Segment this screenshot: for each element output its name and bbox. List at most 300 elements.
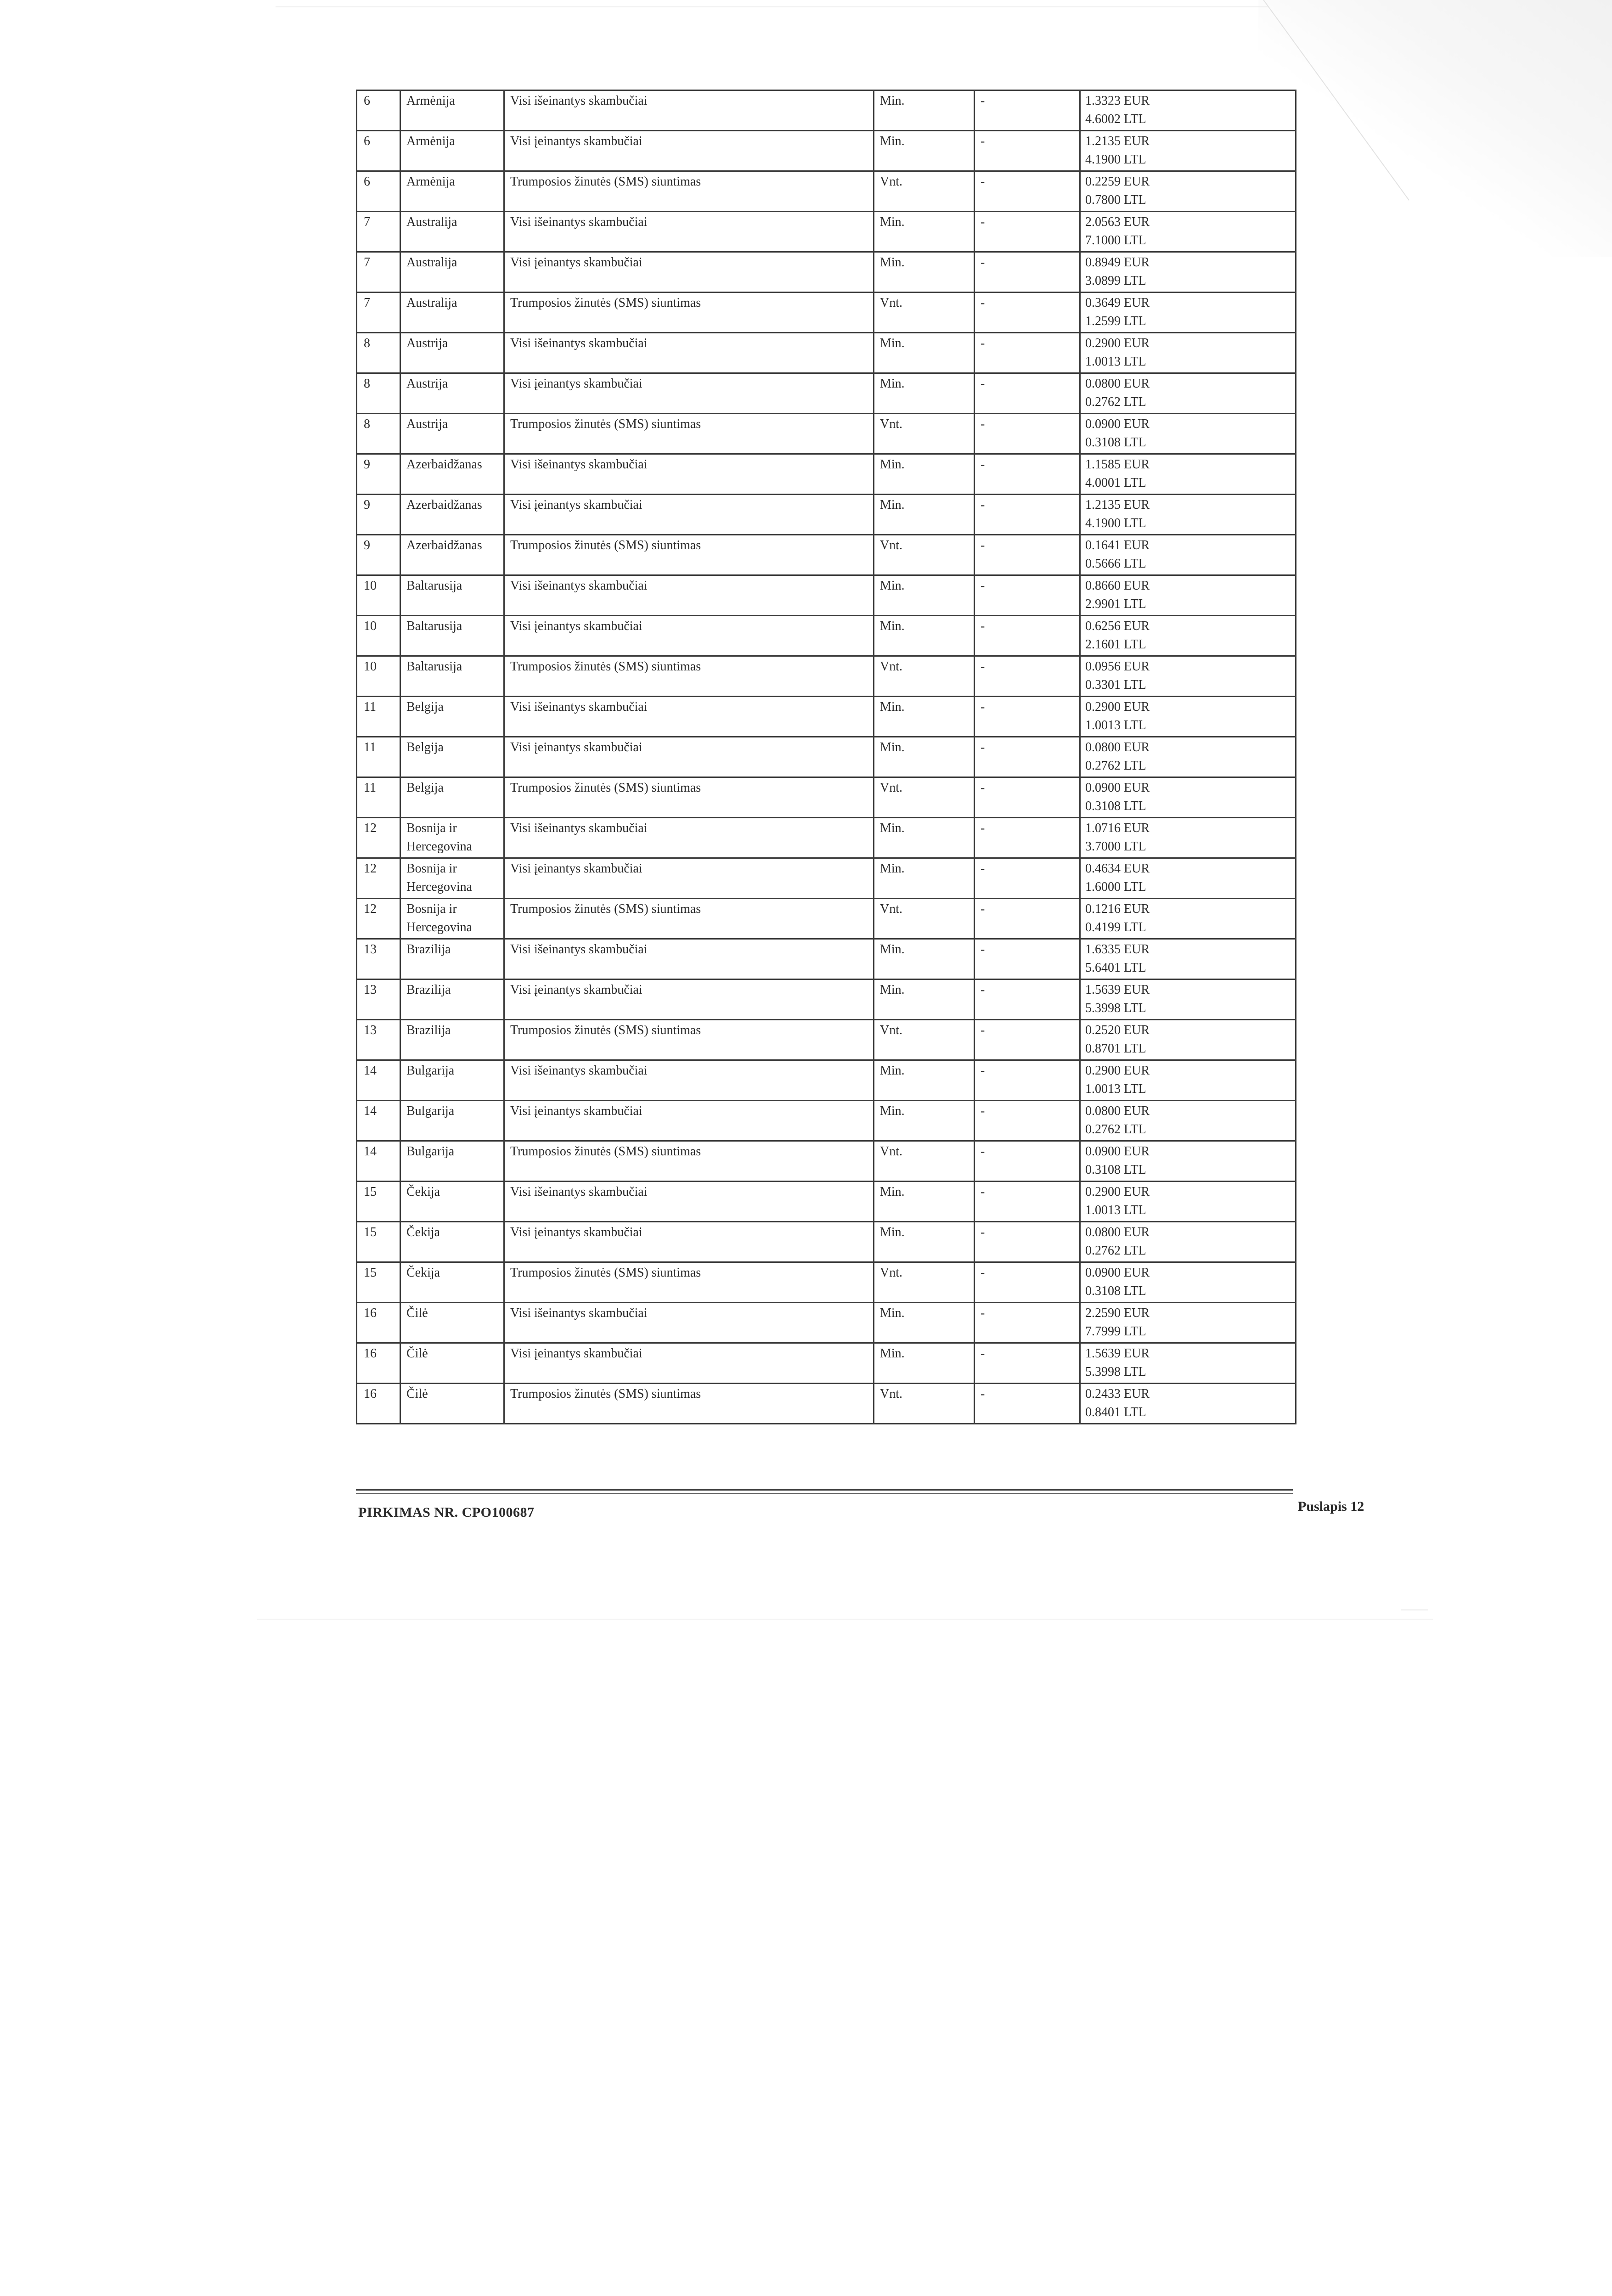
country-cell: [400, 252, 504, 293]
price-ltl: 0.3108 LTL: [1085, 799, 1146, 813]
unit-text: Vnt.: [880, 1144, 902, 1159]
service-text: Visi išeinantys skambučiai: [510, 1064, 648, 1078]
service-cell: [504, 1303, 874, 1343]
price-cell: [1080, 1101, 1296, 1141]
tariff-table: [356, 90, 1296, 1424]
unit-cell: [874, 1262, 975, 1303]
service-text: Visi išeinantys skambučiai: [510, 942, 648, 957]
price-eur: 0.1216 EUR: [1085, 902, 1150, 916]
row-number-cell: [357, 818, 400, 858]
unit-cell: [874, 1060, 975, 1101]
row-number-cell: [357, 454, 400, 495]
price-eur: 1.3323 EUR: [1085, 94, 1150, 108]
country-cell: [400, 899, 504, 939]
price-cell: [1080, 858, 1296, 899]
row-number-cell: [357, 535, 400, 575]
service-cell: [504, 131, 874, 171]
country-text: Čilė: [406, 1306, 428, 1320]
unit-cell: [874, 1101, 975, 1141]
unit-text: Min.: [880, 1225, 905, 1239]
table-row: [357, 1384, 1296, 1424]
country-cell: [400, 1303, 504, 1343]
country-text: Azerbaidžanas: [406, 457, 482, 472]
row-number-cell: [357, 414, 400, 454]
price-ltl: 0.3108 LTL: [1085, 435, 1146, 450]
row-number-text: 8: [364, 377, 370, 391]
service-cell: [504, 171, 874, 212]
country-cell: [400, 656, 504, 697]
country-text: Belgija: [406, 700, 444, 714]
row-number-cell: [357, 131, 400, 171]
country-text: Belgija: [406, 740, 444, 754]
table-row: [357, 1303, 1296, 1343]
country-text: Australija: [406, 215, 457, 229]
price-eur: 1.0716 EUR: [1085, 821, 1150, 835]
row-number-cell: [357, 1384, 400, 1424]
price-eur: 1.5639 EUR: [1085, 983, 1150, 997]
price-eur: 0.0900 EUR: [1085, 1144, 1150, 1159]
row-number-text: 11: [364, 781, 376, 795]
table-row: [357, 333, 1296, 373]
service-text: Trumposios žinutės (SMS) siuntimas: [510, 659, 701, 674]
dash-text: -: [981, 174, 985, 189]
country-cell: [400, 131, 504, 171]
dash-text: -: [981, 1387, 985, 1401]
table-row: [357, 212, 1296, 252]
row-number-cell: [357, 171, 400, 212]
dash-text: -: [981, 902, 985, 916]
row-number-cell: [357, 495, 400, 535]
unit-text: Min.: [880, 457, 905, 472]
row-number-cell: [357, 858, 400, 899]
unit-cell: [874, 131, 975, 171]
row-number-text: 14: [364, 1104, 377, 1118]
dash-cell: [975, 575, 1080, 616]
price-eur: 0.0800 EUR: [1085, 1225, 1150, 1239]
country-text: Australija: [406, 296, 457, 310]
unit-text: Min.: [880, 619, 905, 633]
unit-text: Vnt.: [880, 659, 902, 674]
country-text: Austrija: [406, 417, 448, 431]
dash-cell: [975, 535, 1080, 575]
unit-cell: [874, 939, 975, 979]
service-cell: [504, 697, 874, 737]
table-row: [357, 293, 1296, 333]
price-ltl: 0.2762 LTL: [1085, 395, 1146, 409]
unit-cell: [874, 454, 975, 495]
row-number-text: 10: [364, 619, 377, 633]
country-cell: [400, 1101, 504, 1141]
service-text: Visi įeinantys skambučiai: [510, 498, 643, 512]
price-ltl: 3.0899 LTL: [1085, 274, 1146, 288]
price-ltl: 0.2762 LTL: [1085, 1122, 1146, 1137]
table-row: [357, 90, 1296, 131]
price-ltl: 0.2762 LTL: [1085, 759, 1146, 773]
service-text: Visi išeinantys skambučiai: [510, 821, 648, 835]
row-number-cell: [357, 1141, 400, 1182]
service-text: Visi išeinantys skambučiai: [510, 1185, 648, 1199]
service-cell: [504, 373, 874, 414]
country-text: Bulgarija: [406, 1064, 455, 1078]
table-row: [357, 495, 1296, 535]
unit-text: Vnt.: [880, 1023, 902, 1037]
price-eur: 0.0900 EUR: [1085, 417, 1150, 431]
table-row: [357, 1343, 1296, 1384]
table-row: [357, 1141, 1296, 1182]
price-ltl: 0.2762 LTL: [1085, 1244, 1146, 1258]
scan-mark: [1401, 1609, 1428, 1610]
table-row: [357, 899, 1296, 939]
dash-text: -: [981, 417, 985, 431]
unit-cell: [874, 373, 975, 414]
service-cell: [504, 858, 874, 899]
price-eur: 1.1585 EUR: [1085, 457, 1150, 472]
row-number-text: 16: [364, 1387, 377, 1401]
unit-cell: [874, 535, 975, 575]
dash-cell: [975, 858, 1080, 899]
service-cell: [504, 414, 874, 454]
unit-text: Min.: [880, 215, 905, 229]
service-cell: [504, 616, 874, 656]
price-ltl: 7.1000 LTL: [1085, 233, 1146, 248]
price-ltl: 0.3108 LTL: [1085, 1163, 1146, 1177]
unit-cell: [874, 333, 975, 373]
price-ltl: 3.7000 LTL: [1085, 839, 1146, 854]
service-cell: [504, 737, 874, 777]
country-cell: [400, 1384, 504, 1424]
unit-text: Min.: [880, 498, 905, 512]
price-cell: [1080, 818, 1296, 858]
service-cell: [504, 535, 874, 575]
dash-text: -: [981, 1346, 985, 1361]
price-cell: [1080, 1303, 1296, 1343]
country-text: Armėnija: [406, 174, 455, 189]
dash-text: -: [981, 538, 985, 552]
unit-cell: [874, 252, 975, 293]
row-number-cell: [357, 1222, 400, 1262]
service-text: Visi įeinantys skambučiai: [510, 1346, 643, 1361]
service-cell: [504, 333, 874, 373]
country-text: Azerbaidžanas: [406, 538, 482, 552]
unit-cell: [874, 777, 975, 818]
dash-text: -: [981, 821, 985, 835]
unit-cell: [874, 414, 975, 454]
dash-text: -: [981, 781, 985, 795]
price-ltl: 0.8401 LTL: [1085, 1405, 1146, 1419]
unit-cell: [874, 1303, 975, 1343]
service-cell: [504, 1262, 874, 1303]
price-eur: 0.2900 EUR: [1085, 700, 1150, 714]
service-text: Trumposios žinutės (SMS) siuntimas: [510, 1266, 701, 1280]
dash-cell: [975, 1020, 1080, 1060]
price-ltl: 1.0013 LTL: [1085, 1203, 1146, 1217]
unit-cell: [874, 90, 975, 131]
unit-text: Min.: [880, 821, 905, 835]
service-cell: [504, 1182, 874, 1222]
row-number-cell: [357, 697, 400, 737]
service-cell: [504, 1060, 874, 1101]
price-ltl: 0.4199 LTL: [1085, 920, 1146, 934]
price-ltl: 0.7800 LTL: [1085, 193, 1146, 207]
country-text: Brazilija: [406, 942, 451, 957]
price-cell: [1080, 899, 1296, 939]
price-cell: [1080, 1020, 1296, 1060]
row-number-cell: [357, 777, 400, 818]
row-number-cell: [357, 252, 400, 293]
row-number-cell: [357, 293, 400, 333]
price-ltl: 1.2599 LTL: [1085, 314, 1146, 328]
dash-text: -: [981, 215, 985, 229]
row-number-text: 15: [364, 1185, 377, 1199]
dash-text: -: [981, 659, 985, 674]
unit-text: Vnt.: [880, 1266, 902, 1280]
row-number-cell: [357, 575, 400, 616]
service-cell: [504, 939, 874, 979]
price-cell: [1080, 1182, 1296, 1222]
price-cell: [1080, 1222, 1296, 1262]
price-ltl: 1.6000 LTL: [1085, 880, 1146, 894]
dash-cell: [975, 616, 1080, 656]
price-eur: 1.2135 EUR: [1085, 498, 1150, 512]
unit-text: Min.: [880, 336, 905, 350]
unit-cell: [874, 293, 975, 333]
country-text: Bosnija ir Hercegovina: [406, 821, 473, 854]
unit-cell: [874, 899, 975, 939]
row-number-text: 11: [364, 700, 376, 714]
dash-cell: [975, 1182, 1080, 1222]
price-cell: [1080, 293, 1296, 333]
price-ltl: 4.1900 LTL: [1085, 152, 1146, 167]
price-ltl: 0.5666 LTL: [1085, 557, 1146, 571]
service-text: Visi išeinantys skambučiai: [510, 457, 648, 472]
service-cell: [504, 495, 874, 535]
price-eur: 0.1641 EUR: [1085, 538, 1150, 552]
country-cell: [400, 616, 504, 656]
table-row: [357, 1101, 1296, 1141]
service-cell: [504, 899, 874, 939]
service-cell: [504, 454, 874, 495]
dash-text: -: [981, 457, 985, 472]
unit-text: Min.: [880, 579, 905, 593]
service-text: Visi įeinantys skambučiai: [510, 134, 643, 148]
country-cell: [400, 1060, 504, 1101]
dash-cell: [975, 818, 1080, 858]
row-number-cell: [357, 1262, 400, 1303]
row-number-text: 7: [364, 215, 370, 229]
dash-cell: [975, 656, 1080, 697]
price-cell: [1080, 171, 1296, 212]
row-number-cell: [357, 939, 400, 979]
price-ltl: 4.1900 LTL: [1085, 516, 1146, 530]
service-text: Trumposios žinutės (SMS) siuntimas: [510, 296, 701, 310]
service-text: Visi išeinantys skambučiai: [510, 215, 648, 229]
service-text: Visi išeinantys skambučiai: [510, 94, 648, 108]
price-ltl: 1.0013 LTL: [1085, 718, 1146, 732]
row-number-text: 10: [364, 659, 377, 674]
country-text: Bulgarija: [406, 1144, 455, 1159]
table-row: [357, 1020, 1296, 1060]
price-cell: [1080, 454, 1296, 495]
service-text: Visi išeinantys skambučiai: [510, 579, 648, 593]
table-row: [357, 535, 1296, 575]
dash-text: -: [981, 1064, 985, 1078]
dash-text: -: [981, 1266, 985, 1280]
price-eur: 0.0956 EUR: [1085, 659, 1150, 674]
service-text: Visi išeinantys skambučiai: [510, 700, 648, 714]
row-number-cell: [357, 212, 400, 252]
country-text: Armėnija: [406, 94, 455, 108]
country-cell: [400, 575, 504, 616]
country-cell: [400, 1222, 504, 1262]
dash-text: -: [981, 700, 985, 714]
row-number-text: 14: [364, 1144, 377, 1159]
unit-text: Vnt.: [880, 781, 902, 795]
service-cell: [504, 1384, 874, 1424]
unit-text: Min.: [880, 377, 905, 391]
unit-cell: [874, 495, 975, 535]
service-cell: [504, 1343, 874, 1384]
price-cell: [1080, 939, 1296, 979]
country-text: Brazilija: [406, 983, 451, 997]
table-row: [357, 373, 1296, 414]
dash-text: -: [981, 942, 985, 957]
price-eur: 0.0800 EUR: [1085, 377, 1150, 391]
dash-text: -: [981, 255, 985, 270]
dash-cell: [975, 1262, 1080, 1303]
price-eur: 0.3649 EUR: [1085, 296, 1150, 310]
row-number-text: 14: [364, 1064, 377, 1078]
table-row: [357, 131, 1296, 171]
unit-cell: [874, 1020, 975, 1060]
country-cell: [400, 333, 504, 373]
unit-text: Min.: [880, 134, 905, 148]
row-number-text: 7: [364, 296, 370, 310]
country-cell: [400, 1020, 504, 1060]
country-text: Bosnija ir Hercegovina: [406, 902, 473, 934]
unit-text: Vnt.: [880, 902, 902, 916]
price-cell: [1080, 656, 1296, 697]
unit-text: Min.: [880, 1064, 905, 1078]
table-row: [357, 454, 1296, 495]
price-cell: [1080, 697, 1296, 737]
unit-text: Min.: [880, 94, 905, 108]
row-number-text: 10: [364, 579, 377, 593]
dash-cell: [975, 252, 1080, 293]
service-cell: [504, 818, 874, 858]
price-cell: [1080, 979, 1296, 1020]
row-number-text: 9: [364, 538, 370, 552]
dash-cell: [975, 454, 1080, 495]
unit-cell: [874, 979, 975, 1020]
dash-text: -: [981, 94, 985, 108]
price-eur: 1.6335 EUR: [1085, 942, 1150, 957]
price-cell: [1080, 495, 1296, 535]
country-text: Belgija: [406, 781, 444, 795]
table-row: [357, 1182, 1296, 1222]
row-number-cell: [357, 1343, 400, 1384]
unit-text: Min.: [880, 942, 905, 957]
unit-cell: [874, 818, 975, 858]
table-row: [357, 858, 1296, 899]
row-number-text: 16: [364, 1346, 377, 1361]
row-number-cell: [357, 1020, 400, 1060]
unit-text: Vnt.: [880, 538, 902, 552]
unit-text: Min.: [880, 1346, 905, 1361]
dash-cell: [975, 1343, 1080, 1384]
country-cell: [400, 777, 504, 818]
table-row: [357, 171, 1296, 212]
country-cell: [400, 90, 504, 131]
row-number-cell: [357, 899, 400, 939]
service-cell: [504, 252, 874, 293]
service-text: Visi įeinantys skambučiai: [510, 1225, 643, 1239]
dash-text: -: [981, 1104, 985, 1118]
price-ltl: 7.7999 LTL: [1085, 1324, 1146, 1339]
table-row: [357, 1262, 1296, 1303]
dash-cell: [975, 495, 1080, 535]
row-number-text: 9: [364, 457, 370, 472]
country-text: Čekija: [406, 1185, 440, 1199]
service-cell: [504, 293, 874, 333]
row-number-text: 13: [364, 942, 377, 957]
unit-cell: [874, 1343, 975, 1384]
table-row: [357, 1222, 1296, 1262]
dash-cell: [975, 1141, 1080, 1182]
price-ltl: 5.3998 LTL: [1085, 1365, 1146, 1379]
dash-cell: [975, 777, 1080, 818]
dash-text: -: [981, 579, 985, 593]
dash-cell: [975, 212, 1080, 252]
service-text: Visi įeinantys skambučiai: [510, 740, 643, 754]
dash-cell: [975, 1303, 1080, 1343]
price-ltl: 1.0013 LTL: [1085, 355, 1146, 369]
price-ltl: 5.6401 LTL: [1085, 961, 1146, 975]
dash-cell: [975, 293, 1080, 333]
row-number-text: 12: [364, 861, 377, 876]
price-eur: 0.2433 EUR: [1085, 1387, 1150, 1401]
country-cell: [400, 1262, 504, 1303]
price-eur: 1.2135 EUR: [1085, 134, 1150, 148]
service-cell: [504, 1020, 874, 1060]
row-number-cell: [357, 333, 400, 373]
price-eur: 2.2590 EUR: [1085, 1306, 1150, 1320]
row-number-cell: [357, 737, 400, 777]
price-cell: [1080, 1141, 1296, 1182]
dash-text: -: [981, 983, 985, 997]
dash-cell: [975, 737, 1080, 777]
price-cell: [1080, 616, 1296, 656]
price-eur: 1.5639 EUR: [1085, 1346, 1150, 1361]
dash-text: -: [981, 1225, 985, 1239]
service-text: Visi įeinantys skambučiai: [510, 377, 643, 391]
price-ltl: 1.0013 LTL: [1085, 1082, 1146, 1096]
unit-cell: [874, 656, 975, 697]
row-number-cell: [357, 616, 400, 656]
dash-text: -: [981, 1144, 985, 1159]
country-cell: [400, 535, 504, 575]
dash-cell: [975, 373, 1080, 414]
table-row: [357, 414, 1296, 454]
dash-cell: [975, 1222, 1080, 1262]
page-number: Puslapis 12: [1298, 1499, 1364, 1514]
service-cell: [504, 656, 874, 697]
price-ltl: 2.1601 LTL: [1085, 637, 1146, 652]
unit-cell: [874, 1384, 975, 1424]
price-cell: [1080, 1343, 1296, 1384]
price-cell: [1080, 777, 1296, 818]
table-row: [357, 697, 1296, 737]
country-text: Austrija: [406, 336, 448, 350]
